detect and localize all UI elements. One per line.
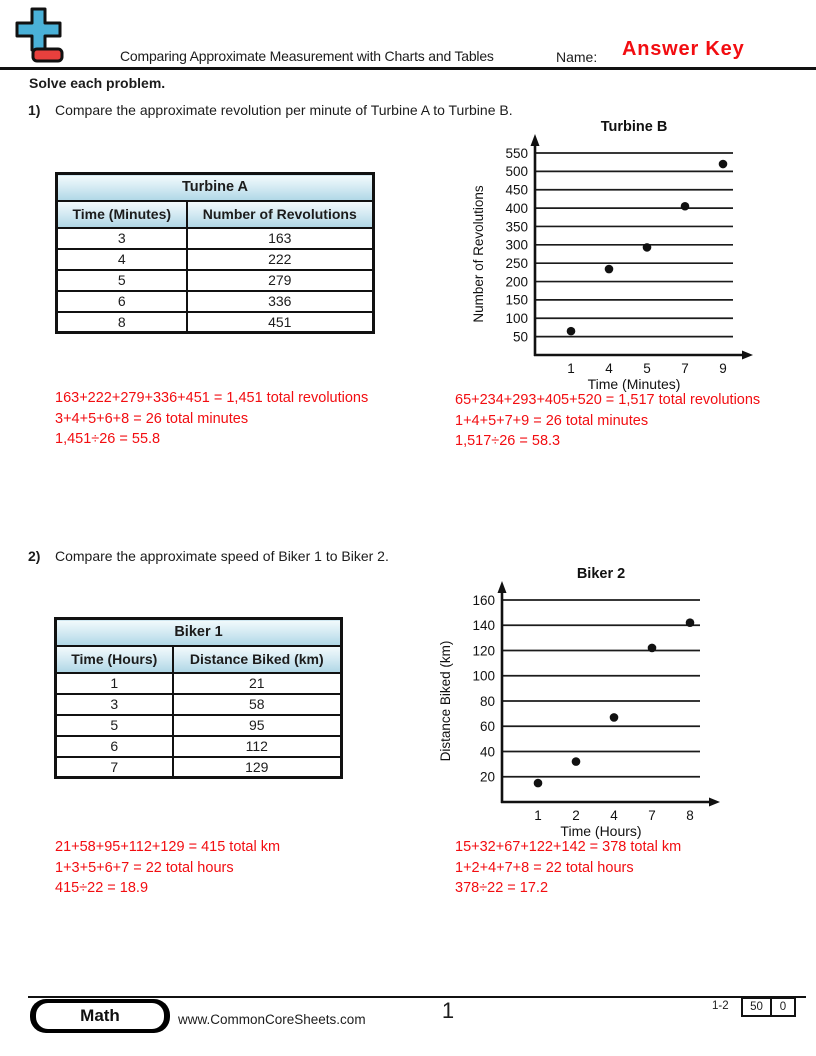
data-point: [605, 265, 614, 274]
table-cell: 163: [187, 228, 374, 249]
subject-badge: [30, 999, 170, 1033]
y-tick-label: 400: [505, 200, 528, 216]
x-axis-arrow-icon: [742, 351, 753, 360]
y-tick-label: 140: [472, 618, 495, 634]
turbine-b-chart: [467, 115, 759, 393]
plus-icon: [17, 9, 60, 50]
table-row: [56, 736, 342, 757]
x-tick-label: 9: [719, 361, 727, 376]
y-tick-label: 100: [472, 668, 495, 684]
y-tick-label: 350: [505, 219, 528, 235]
table-cell: 336: [187, 291, 374, 312]
data-point: [572, 757, 581, 766]
turbine-a-table: [55, 172, 375, 334]
y-tick-label: 300: [505, 237, 528, 253]
problem-1-answers-right: [455, 390, 760, 452]
answer-line: 1,451÷26 = 55.8: [55, 431, 161, 447]
x-tick-label: 4: [605, 361, 613, 376]
footer-divider: [28, 996, 806, 998]
table-cell: 8: [57, 312, 187, 333]
data-point: [534, 779, 543, 788]
problem-1-number: 1): [28, 102, 41, 118]
table-cell: 5: [56, 715, 173, 736]
data-point: [681, 202, 690, 211]
x-tick-label: 1: [534, 808, 542, 823]
data-point: [719, 160, 728, 169]
score-box-missed: 0: [770, 997, 796, 1017]
y-tick-label: 250: [505, 255, 528, 271]
answer-line: 378÷22 = 17.2: [455, 880, 549, 896]
x-tick-label: 2: [572, 808, 580, 823]
table-cell: 6: [56, 736, 173, 757]
subject-badge-label: Math: [36, 1003, 164, 1029]
problem-1-answers-left: [55, 388, 368, 450]
table-cell: 451: [187, 312, 374, 333]
answer-line: 1,517÷26 = 58.3: [455, 433, 561, 449]
chart-title: Turbine B: [600, 119, 668, 135]
table-title: Turbine A: [57, 174, 374, 201]
answer-line: 1+2+4+7+8 = 22 total hours: [455, 859, 634, 876]
column-header: Time (Hours): [56, 646, 173, 673]
table-cell: 279: [187, 270, 374, 291]
chart-title: Biker 2: [576, 566, 626, 582]
answer-line: 3+4+5+6+8 = 26 total minutes: [55, 410, 249, 427]
x-tick-label: 7: [648, 808, 656, 823]
answer-line: 163+222+279+336+451 = 1,451 total revolutions: [55, 390, 369, 406]
table-cell: 7: [56, 757, 173, 778]
y-tick-label: 150: [505, 292, 528, 308]
answer-line: 65+234+293+405+520 = 1,517 total revolutions: [455, 392, 761, 408]
table-cell: 222: [187, 249, 374, 270]
y-tick-label: 40: [479, 744, 495, 760]
data-point: [686, 618, 695, 627]
table-row: [56, 757, 342, 778]
minus-icon: [33, 49, 62, 61]
x-axis-arrow-icon: [709, 798, 720, 807]
data-point: [643, 243, 652, 252]
table-cell: 3: [57, 228, 187, 249]
y-tick-label: 200: [505, 274, 528, 290]
answer-line: 1+3+5+6+7 = 22 total hours: [55, 859, 234, 876]
table-row: [57, 249, 374, 270]
header-divider: [0, 67, 816, 70]
table-row: [56, 694, 342, 715]
x-tick-label: 8: [686, 808, 694, 823]
y-tick-label: 50: [512, 329, 528, 345]
x-axis-label: Time (Hours): [560, 823, 642, 839]
problem-2-answers-right: [455, 837, 681, 899]
score-boxes: [741, 997, 796, 1017]
data-point: [648, 644, 657, 653]
y-tick-label: 120: [472, 643, 495, 659]
table-cell: 6: [57, 291, 187, 312]
table-cell: 129: [173, 757, 342, 778]
table-cell: 5: [57, 270, 187, 291]
biker-1-table: [54, 617, 343, 779]
column-header: Time (Minutes): [57, 201, 187, 228]
y-tick-label: 100: [505, 311, 528, 327]
problem-1-text: Compare the approximate revolution per minute of Turbine A to Turbine B.: [55, 102, 513, 118]
table-row: [57, 270, 374, 291]
y-axis-label: Distance Biked (km): [438, 640, 453, 762]
y-tick-label: 550: [505, 145, 528, 161]
table-cell: 3: [56, 694, 173, 715]
answer-line: 15+32+67+122+142 = 378 total km: [455, 839, 682, 855]
x-tick-label: 1: [567, 361, 575, 376]
biker-2-chart: [434, 562, 726, 840]
commoncoresheets-logo-icon: [12, 4, 66, 66]
table-row: [56, 673, 342, 694]
y-axis-arrow-icon: [531, 134, 540, 146]
name-label: Name:: [556, 49, 598, 65]
y-tick-label: 500: [505, 164, 528, 180]
answer-line: 1+4+5+7+9 = 26 total minutes: [455, 412, 649, 429]
answer-line: 415÷22 = 18.9: [55, 880, 149, 896]
y-axis-arrow-icon: [498, 581, 507, 593]
column-header: Number of Revolutions: [187, 201, 374, 228]
y-tick-label: 20: [479, 769, 495, 785]
table-title: Biker 1: [56, 619, 342, 646]
table-cell: 21: [173, 673, 342, 694]
problem-2-text: Compare the approximate speed of Biker 1 to Biker 2.: [55, 548, 389, 564]
problem-2-number: 2): [28, 548, 41, 564]
website-url: www.CommonCoreSheets.com: [178, 1012, 366, 1027]
table-cell: 112: [173, 736, 342, 757]
table-row: [57, 228, 374, 249]
column-header: Distance Biked (km): [173, 646, 342, 673]
table-row: [57, 291, 374, 312]
y-tick-label: 160: [472, 592, 495, 608]
y-tick-label: 80: [479, 693, 495, 709]
answer-line: 21+58+95+112+129 = 415 total km: [55, 839, 281, 855]
table-cell: 58: [173, 694, 342, 715]
answer-key-text: Answer Key: [622, 38, 745, 60]
y-tick-label: 60: [479, 719, 495, 735]
table-row: [57, 312, 374, 333]
x-axis-label: Time (Minutes): [587, 376, 681, 392]
data-point: [567, 327, 576, 336]
problem-2-answers-left: [55, 837, 280, 899]
problem-range: 1-2: [712, 1000, 729, 1012]
table-cell: 95: [173, 715, 342, 736]
table-cell: 4: [57, 249, 187, 270]
score-box-total: 50: [741, 997, 772, 1017]
page-number: 1: [441, 998, 455, 1023]
y-axis-label: Number of Revolutions: [471, 185, 486, 323]
worksheet-title: Comparing Approximate Measurement with Charts and Tables: [120, 48, 494, 64]
table-cell: 1: [56, 673, 173, 694]
x-tick-label: 4: [610, 808, 618, 823]
instructions-text: Solve each problem.: [29, 75, 166, 91]
table-row: [56, 715, 342, 736]
x-tick-label: 5: [643, 361, 651, 376]
x-tick-label: 7: [681, 361, 689, 376]
data-point: [610, 713, 619, 722]
y-tick-label: 450: [505, 182, 528, 198]
